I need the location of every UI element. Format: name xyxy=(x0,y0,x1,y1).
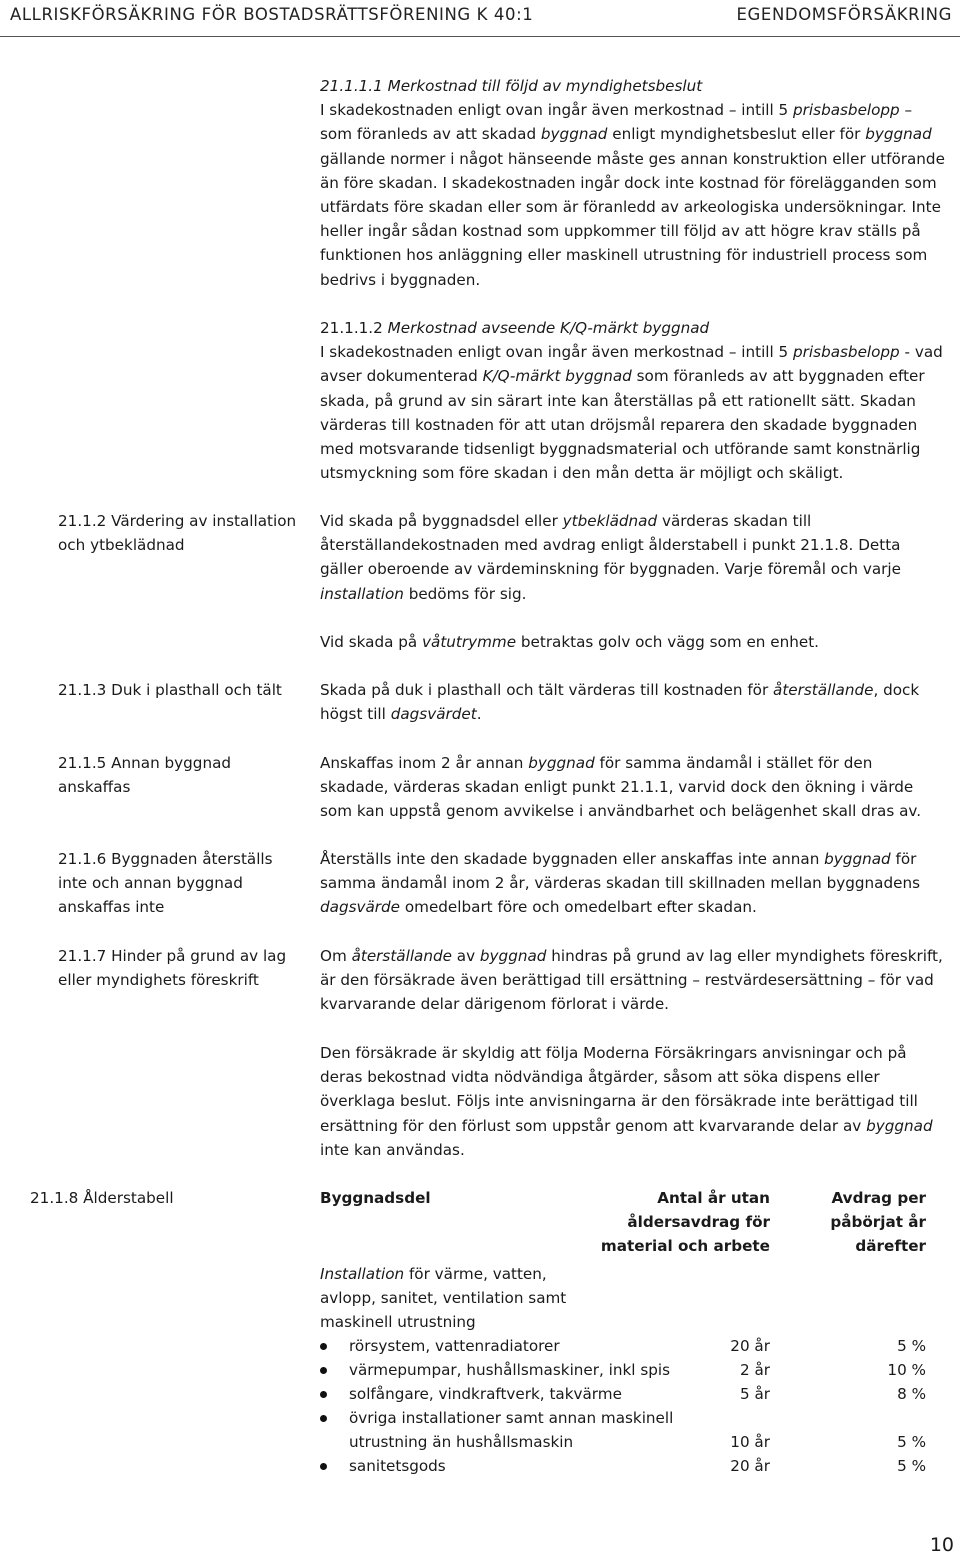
section-21-1-7-text: Om återställande av byggnad hindras på grund av lag eller myndighets föreskrift, är den försäkrade även berättigad till ersättning – restvärdesersättning – för vad kvarvarande delar därigenom förlorat i värde. xyxy=(320,947,943,1014)
table-row: värmepumpar, hushållsmaskiner, inkl spis 2 år 10 % xyxy=(320,1358,930,1382)
table-row: sanitetsgods 20 år 5 % xyxy=(320,1454,930,1478)
table-intro: Installation för värme, vatten, avlopp, sanitet, ventilation samt maskinell utrustning xyxy=(320,1265,567,1332)
bullet-icon xyxy=(320,1415,327,1422)
column-header-deduction: Avdrag per påbörjat år därefter xyxy=(830,1189,926,1256)
side-heading-21-1-8: 21.1.8 Ålderstabell xyxy=(30,1189,174,1207)
bullet-icon xyxy=(320,1463,327,1470)
side-heading-21-1-2: 21.1.2 Värdering av installation och ytbeklädnad xyxy=(58,512,297,555)
side-heading-21-1-7: 21.1.7 Hinder på grund av lag eller myndighets föreskrift xyxy=(58,947,287,990)
section-21-1-6-text: Återställs inte den skadade byggnaden eller anskaffas inte annan byggnad för samma ändamål inom 2 år, värderas skadan till skillnaden mellan byggnadens dagsvärde omedelbart före och omedelbart efter skadan. xyxy=(320,850,921,917)
section-21-1-3-text: Skada på duk i plasthall och tält värderas till kostnaden för återställande, dock högst till dagsvärdet. xyxy=(320,681,920,724)
section-21-1-1-1-title: 21.1.1.1 Merkostnad till följd av myndighetsbeslut xyxy=(320,77,703,95)
side-heading-21-1-6: 21.1.6 Byggnaden återställs inte och annan byggnad anskaffas inte xyxy=(58,850,273,917)
section-21-1-1-1: 21.1.1.1 Merkostnad till följd av myndighetsbeslut I skadekostnaden enligt ovan ingår även merkostnad – intill 5 prisbasbelopp – som föranleds av att skadad byggnad enligt myndighetsbeslut eller för byggnad gällande normer i något hänseende måste ges annan konstruktion eller utförande än före skadan. I skadekostnaden ingår dock inte kostnad för förelägganden som utfärdats före skadan eller som är föranledd av arkeologiska undersökningar. Inte heller ingår sådan kostnad som uppkommer till följd av att högre krav ställs på funktionen hos anläggning eller maskinell utrustning för industriell process som bedrivs i byggnaden. xyxy=(320,77,945,289)
table-row: rörsystem, vattenradiatorer 20 år 5 % xyxy=(320,1334,930,1358)
section-21-1-7-obligation: Den försäkrade är skyldig att följa Moderna Försäkringars anvisningar och på deras bekostnad vidta nödvändiga åtgärder, såsom att söka dispens eller överklaga beslut. Följs inte anvisningarna är den försäkrade inte berättigad till ersättning för den förlust som uppstår genom att kvarvarande delar av byggnad inte kan användas. xyxy=(320,1044,933,1159)
side-heading-21-1-3: 21.1.3 Duk i plasthall och tält xyxy=(58,681,282,699)
bullet-icon xyxy=(320,1367,327,1374)
column-header-building-part: Byggnadsdel xyxy=(320,1189,431,1207)
section-21-1-2-note: Vid skada på våtutrymme betraktas golv och vägg som en enhet. xyxy=(320,633,819,651)
table-row: övriga installationer samt annan maskinell utrustning än hushållsmaskin 10 år 5 % xyxy=(320,1406,930,1454)
bullet-icon xyxy=(320,1343,327,1350)
table-row: solfångare, vindkraftverk, takvärme 5 år 8 % xyxy=(320,1382,930,1406)
section-21-1-1-2-title: Merkostnad avseende K/Q-märkt byggnad xyxy=(387,319,710,337)
page-number: 10 xyxy=(929,1534,954,1556)
section-21-1-2-text: Vid skada på byggnadsdel eller ytbeklädnad värderas skadan till återställandekostnaden med avdrag enligt ålderstabell i punkt 21.1.8. Detta gäller oberoende av värdeminskning för byggnaden. Varje föremål och varje installation bedöms för sig. xyxy=(320,512,901,603)
section-21-1-1-2: 21.1.1.2 Merkostnad avseende K/Q-märkt byggnad I skadekostnaden enligt ovan ingår även merkostnad – intill 5 prisbasbelopp - vad avser dokumenterad K/Q-märkt byggnad som föranleds av att byggnaden efter skada, på grund av sin särart inte kan återställas på ett rationellt sätt. Skadan värderas till kostnaden för att utan dröjsmål reparera den skadade byggnaden med motsvarande tidsenligt byggnadsmaterial och utförande samt konstnärlig utsmyckning som före skadan i den mån detta är möjligt och skäligt. xyxy=(320,319,943,483)
running-header xyxy=(0,0,960,37)
bullet-icon xyxy=(320,1391,327,1398)
header-title: ALLRISKFÖRSÄKRING FÖR BOSTADSRÄTTSFÖRENING K 40:1 xyxy=(10,5,534,24)
section-21-1-5-text: Anskaffas inom 2 år annan byggnad för samma ändamål i stället för den skadade, värderas skadan enligt punkt 21.1.1, varvid dock den ökning i värde som kan uppstå genom avvikelse i användbarhet och belägenhet skall dras av. xyxy=(320,754,922,821)
column-header-years: Antal år utan åldersavdrag för material och arbete xyxy=(600,1189,770,1256)
header-category: EGENDOMSFÖRSÄKRING xyxy=(736,5,952,24)
side-heading-21-1-5: 21.1.5 Annan byggnad anskaffas xyxy=(58,754,232,797)
